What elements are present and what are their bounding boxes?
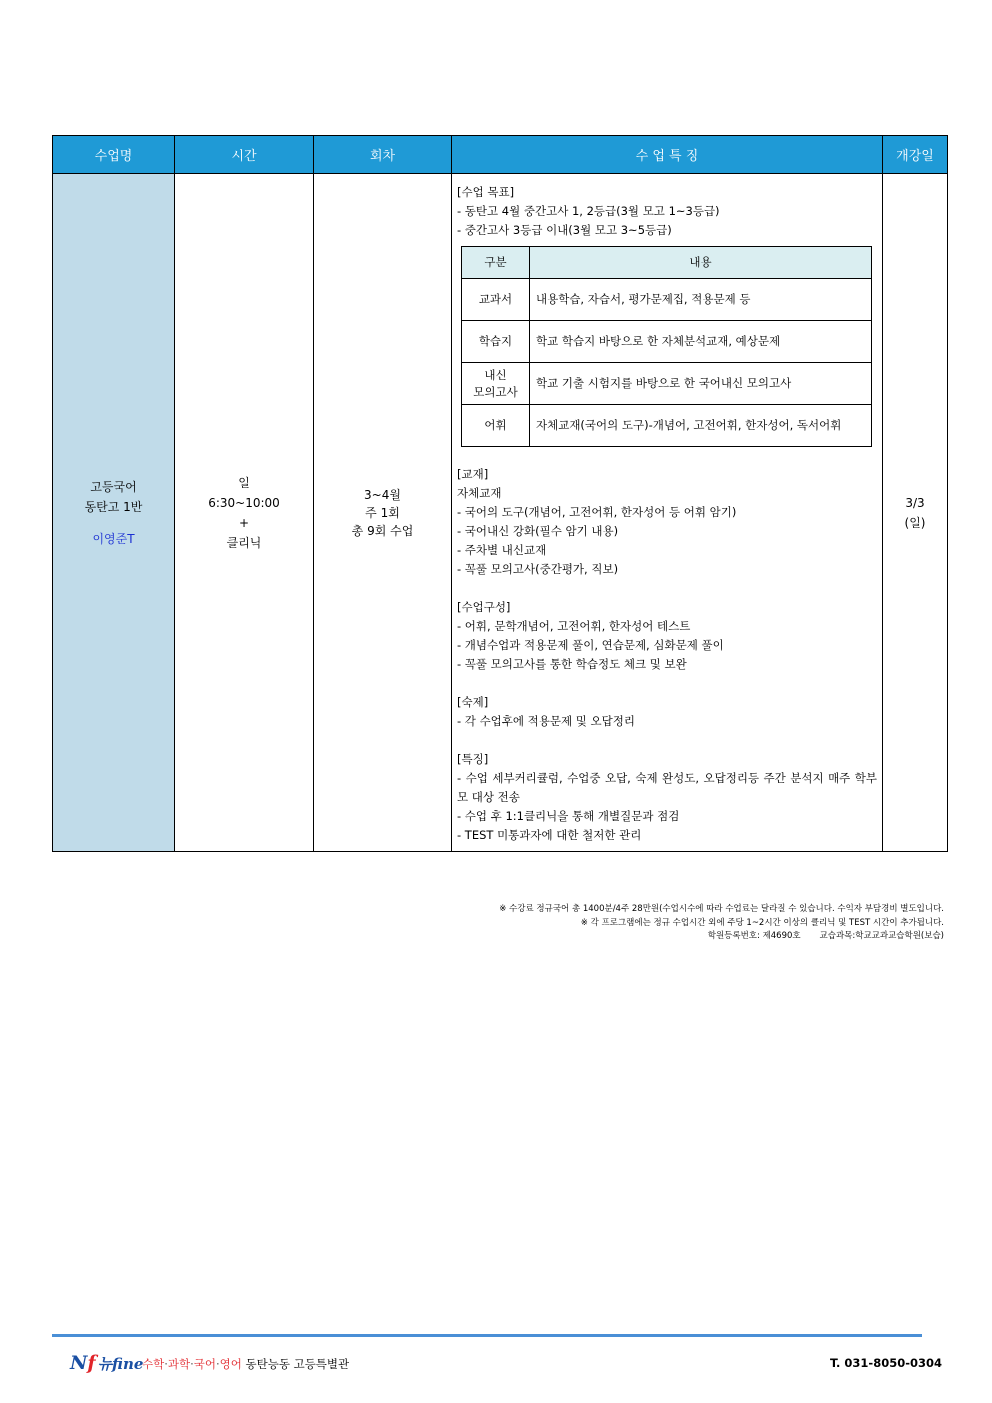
teacher-name: 이영준T — [92, 531, 135, 546]
sessions-line3: 총 9회 수업 — [351, 523, 414, 538]
curriculum-row — [462, 405, 872, 447]
curriculum-header-content: 내용 — [530, 247, 872, 279]
goal-title: [수업 목표] — [457, 185, 515, 199]
materials-item: - 국어내신 강화(필수 암기 내용) — [457, 524, 619, 538]
subject-korean: 국어 — [193, 1357, 216, 1371]
structure-title: [수업구성] — [457, 600, 511, 614]
curriculum-row — [462, 321, 872, 363]
special-item: - 수업 후 1:1클리닉을 통해 개별질문과 점검 — [457, 809, 680, 823]
branch-name: 동탄능동 고등특별관 — [245, 1357, 350, 1371]
subject-english: 영어 — [219, 1357, 242, 1371]
subject-math: 수학 — [142, 1357, 165, 1371]
special-title: [특징] — [457, 752, 489, 766]
footer-slogan: 수학·과학·국어·영어 동탄능동 고등특별관 — [142, 1357, 350, 1371]
logo-mark: Nf — [70, 1352, 96, 1374]
materials-item: - 국어의 도구(개념어, 고전어휘, 한자성어 등 어휘 암기) — [457, 505, 737, 519]
subject-science: 과학 — [167, 1357, 191, 1371]
curriculum-row — [462, 363, 872, 405]
header-features: 수 업 특 징 — [452, 136, 883, 174]
note-clinic: ※ 각 프로그램에는 정규 수업시간 외에 주당 1~2시간 이상의 클리닉 및 TEST 시간이 추가됩니다. — [580, 917, 944, 928]
footer-divider — [52, 1334, 922, 1337]
curriculum-header-category: 구분 — [462, 247, 530, 279]
note-registration: 학원등록번호: 제4690호 교습과목:학교교과교습학원(보습) — [707, 931, 944, 941]
curriculum-category: 어휘 — [462, 405, 530, 447]
features-cell — [452, 174, 883, 852]
homework-item: - 각 수업후에 적용문제 및 오답정리 — [457, 714, 635, 728]
note-fee: ※ 수강료 정규국어 총 1400분/4주 28만원(수업시수에 따라 수업료는 달라질 수 있습니다. 수익자 부담경비 별도입니다. — [499, 904, 944, 914]
curriculum-content: 내용학습, 자습서, 평가문제집, 적용문제 등 — [530, 279, 872, 321]
course-table — [52, 135, 948, 852]
curriculum-category: 내신 모의고사 — [462, 363, 530, 405]
course-name-line2: 동탄고 1반 — [84, 499, 143, 514]
start-date-cell — [883, 174, 948, 852]
table-row — [53, 174, 948, 852]
curriculum-table — [461, 246, 872, 447]
curriculum-content: 학교 학습지 바탕으로 한 자체분석교재, 예상문제 — [530, 321, 872, 363]
time-cell — [175, 174, 314, 852]
materials-title: [교재] — [457, 467, 489, 481]
sessions-line1: 3~4월 — [364, 487, 401, 502]
header-time: 시간 — [175, 136, 314, 174]
sessions-cell — [314, 174, 452, 852]
curriculum-row — [462, 279, 872, 321]
header-sessions: 회차 — [314, 136, 452, 174]
course-name-cell — [53, 174, 175, 852]
sessions-line2: 주 1회 — [365, 505, 400, 520]
goal-item: - 중간고사 3등급 이내(3월 모고 3~5등급) — [457, 223, 672, 237]
phone-number: T. 031-8050-0304 — [829, 1356, 942, 1370]
materials-item: - 주차별 내신교재 — [457, 543, 547, 557]
special-item: - TEST 미통과자에 대한 철저한 관리 — [457, 828, 642, 842]
materials-item: - 꼭풀 모의고사(중간평가, 직보) — [457, 562, 619, 576]
special-item: - 수업 세부커리큘럼, 수업중 오답, 숙제 완성도, 오답정리등 주간 분석지 매주 학부모 대상 전송 — [457, 771, 877, 804]
fee-notes — [499, 903, 944, 944]
header-course-name: 수업명 — [53, 136, 175, 174]
curriculum-category: 학습지 — [462, 321, 530, 363]
footer — [70, 1350, 942, 1378]
structure-item: - 꼭풀 모의고사를 통한 학습정도 체크 및 보완 — [457, 657, 687, 671]
time-extra: 클리닉 — [226, 535, 262, 550]
curriculum-content: 자체교재(국어의 도구)-개념어, 고전어휘, 한자성어, 독서어휘 — [530, 405, 872, 447]
academy-logo — [70, 1350, 143, 1376]
curriculum-category: 교과서 — [462, 279, 530, 321]
structure-item: - 어휘, 문학개념어, 고전어휘, 한자성어 테스트 — [457, 619, 691, 633]
time-hours: 6:30~10:00 — [208, 495, 280, 510]
start-date-line2: (일) — [904, 515, 926, 530]
start-date-line1: 3/3 — [905, 495, 925, 510]
curriculum-header-row — [462, 247, 872, 279]
goal-item: - 동탄고 4월 중간고사 1, 2등급(3월 모고 1~3등급) — [457, 204, 720, 218]
time-plus: + — [238, 515, 250, 530]
header-start-date: 개강일 — [883, 136, 948, 174]
curriculum-content: 학교 기출 시험지를 바탕으로 한 국어내신 모의고사 — [530, 363, 872, 405]
table-header-row — [53, 136, 948, 174]
homework-title: [숙제] — [457, 695, 489, 709]
course-name-line1: 고등국어 — [90, 479, 137, 494]
materials-sub: 자체교재 — [457, 486, 502, 500]
logo-text: 뉴fine — [97, 1354, 144, 1373]
structure-item: - 개념수업과 적용문제 풀이, 연습문제, 심화문제 풀이 — [457, 638, 724, 652]
time-day: 일 — [238, 475, 250, 490]
